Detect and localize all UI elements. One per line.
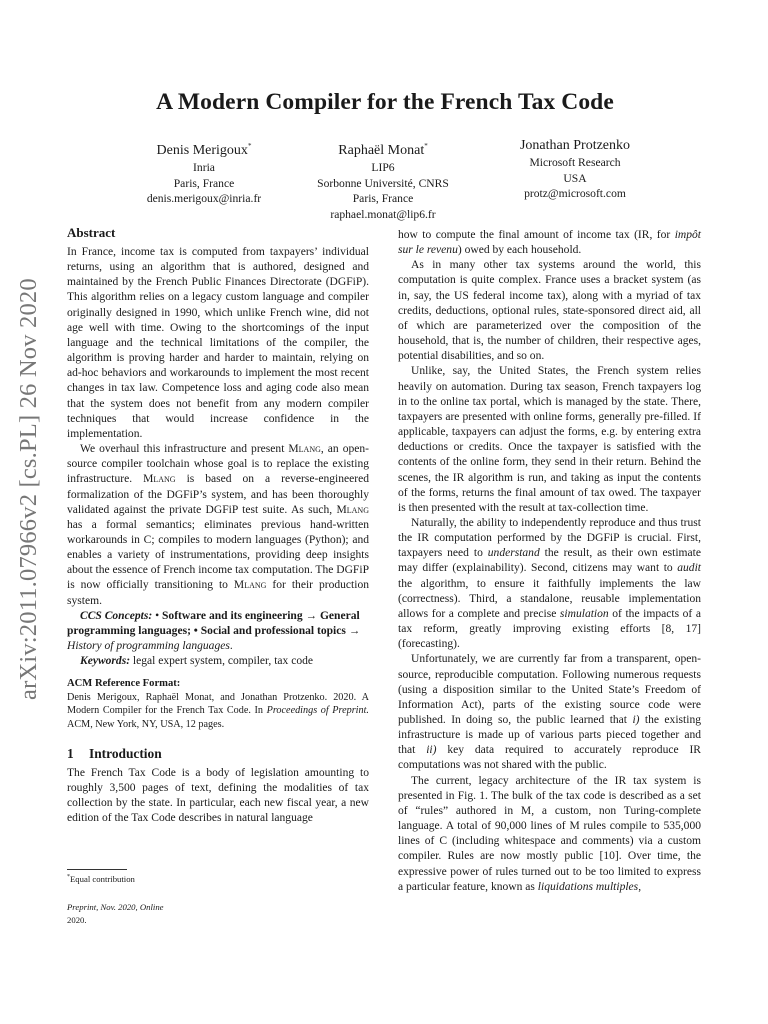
mlang-name: Mlang xyxy=(288,443,321,456)
ccs-concepts: CCS Concepts: • Software and its engineering → General programming languages; • Social and professional topics → History of programming languages. xyxy=(67,609,361,653)
left-column xyxy=(67,225,369,827)
author-name: Jonathan Protzenko xyxy=(519,138,631,153)
body-paragraph: Unfortunately, we are currently far from a transparent, open-source, reproducible computation. Following numerous requests (using a disposition similar to the United State’s Freedom of Information Act), parts of the existing source code were published. In doing so, the public learned that i) the existing infrastructure is made up of various parts pieced together and that ii) key data required to accurately reproduce IR computations was not shared with the public. xyxy=(398,653,702,772)
keywords-label: Keywords: xyxy=(80,655,131,668)
section-heading-introduction xyxy=(67,745,369,762)
author-affiliation: LIP6 xyxy=(371,161,395,174)
author-email: protz@microsoft.com xyxy=(524,187,626,201)
paper-title: A Modern Compiler for the French Tax Code xyxy=(156,89,614,115)
acm-reference-heading: ACM Reference Format: xyxy=(67,678,181,690)
right-column xyxy=(398,228,701,895)
intro-paragraph: The French Tax Code is a body of legislation amounting to roughly 3,500 pages of text, defining the modalities of tax collection by the state. In particular, each new fiscal year, a new edition of the Tax Code describes in natural language xyxy=(67,767,369,825)
ccs-label: CCS Concepts: xyxy=(80,609,153,622)
author-location: Paris, France xyxy=(352,192,414,206)
preprint-year: 2020. xyxy=(67,915,87,925)
footnote-rule xyxy=(67,869,127,870)
body-paragraph: The current, legacy architecture of the IR tax system is presented in Fig. 1. The bulk of the tax code is described as a set of “rules” authored in M, a custom, non Turing-complete language. A total of 90,000 lines of M rules compile to 535,000 lines of C (including whitespace and comments) via a custom compiler. Rules are now mostly public [10]. Over time, the expressive power of rules turned out to be too limited to express a particular feature, known as liquidations multiples, xyxy=(398,774,701,893)
author-affiliation-2: Sorbonne Université, CNRS xyxy=(317,176,449,190)
author-affiliation: Inria xyxy=(193,161,215,174)
body-paragraph: Naturally, the ability to independently reproduce and thus trust the IR computation performed by the DGFiP is crucial. First, taxpayers need to understand the result, as their own estimate may differ (explainability). Second, citizens may want to audit the algorithm, to ensure it faithfully implements the law (correctness). Third, a standalone, reusable implementation allows for a complete and precise simulation of the impacts of a tax reform, greatly improving existing efforts [8, 17] (forecasting). xyxy=(398,516,701,651)
section-number: 1 xyxy=(67,746,74,761)
acm-reference xyxy=(67,677,369,731)
author-email: denis.merigoux@inria.fr xyxy=(146,192,262,206)
abstract-paragraph: In France, income tax is computed from taxpayers’ individual returns, using an algorithm that is authored, designed and maintained by the French Public Finances Directorate (DGFiP). This algorithm relies on a legacy custom language and compiler originally designed in 1990, which unlike French wine, did not age well with time. Owing to the shortcomings of the input language and the technical limitations of the compiler, the algorithm is proving harder and harder to maintain, relying on ad-hoc behaviors and workarounds to implement the most recent changes in tax law. Competence loss and aging code also mean that the system does not benefit from any modern compiler techniques that would increase confidence in the implementation. xyxy=(67,246,369,440)
mlang-name: Mlang xyxy=(336,503,369,516)
body-paragraph: how to compute the final amount of income tax (IR, for impôt sur le revenu) owed by each household. xyxy=(398,229,701,257)
equal-contribution-mark: * xyxy=(247,142,252,150)
arxiv-identifier: arXiv:2011.07966v2 [cs.PL] 26 Nov 2020 xyxy=(15,278,42,700)
mlang-name: Mlang xyxy=(233,579,267,592)
abstract-heading: Abstract xyxy=(67,225,116,240)
abstract-paragraph-2: We overhaul this infrastructure and present Mlang, an open-source compiler toolchain whose goal is to replace the existing infrastructure. Mlang is based on a reverse-engineered formalization of the DGFiP’s system, and has been thoroughly validated against the private DGFiP test suite. As such, Mlang has a formal semantics; eliminates previous hand-written workarounds in C; compiles to modern languages (Python); and enables a variety of instrumentations, providing deep insights about the essence of French income tax computation. The DGFiP is now officially transitioning to Mlang for their production system. xyxy=(67,443,369,607)
equal-contribution-mark: * xyxy=(424,142,428,150)
section-title: Introduction xyxy=(89,746,162,761)
author-3 xyxy=(460,137,690,202)
author-name: Denis Merigoux xyxy=(156,143,248,158)
author-name: Raphaël Monat xyxy=(338,143,425,158)
keywords: Keywords: legal expert system, compiler, tax code xyxy=(80,655,313,668)
body-paragraph: As in many other tax systems around the world, this computation is quite complex. France uses a bracket system (as in, say, the US federal income tax), along with a myriad of tax credits, deductions, optional rules, state-sponsored direct aid, all of which are parameterized over the composition of the household, that is, the number of children, their respective ages, potential disabilities, and so on. xyxy=(398,259,701,363)
author-location: USA xyxy=(563,171,587,185)
footnote-text: Equal contribution xyxy=(70,874,135,884)
footnote-mark: * xyxy=(67,874,70,880)
preprint-info xyxy=(67,901,164,927)
body-paragraph: Unlike, say, the United States, the French system relies heavily on automation. During tax season, French taxpayers log in to the online tax portal, which is managed by the state. There, taxpayers are presented with online forms, generally pre-filled. If applicable, taxpayers can adjust the forms, e.g. by entering extra deductions or credits. Once the taxpayer is satisfied with the contents of the online form, they send in their return. Behind the scenes, the IR algorithm is run, and taking as input the contents of the forms, returns the final amount of tax owed. The taxpayer is then presented with the result at tax-collection time. xyxy=(398,365,701,514)
acm-reference-text: Denis Merigoux, Raphaël Monat, and Jonathan Protzenko. 2020. A Modern Compiler for the French Tax Code. In Proceedings of Preprint. ACM, New York, NY, USA, 12 pages. xyxy=(67,691,369,730)
preprint-venue: Preprint, Nov. 2020, Online xyxy=(67,902,164,912)
footnote xyxy=(67,874,135,884)
mlang-name: Mlang xyxy=(143,473,176,486)
author-affiliation: Microsoft Research xyxy=(529,156,621,169)
author-email: raphael.monat@lip6.fr xyxy=(330,207,436,221)
author-location: Paris, France xyxy=(173,176,235,190)
